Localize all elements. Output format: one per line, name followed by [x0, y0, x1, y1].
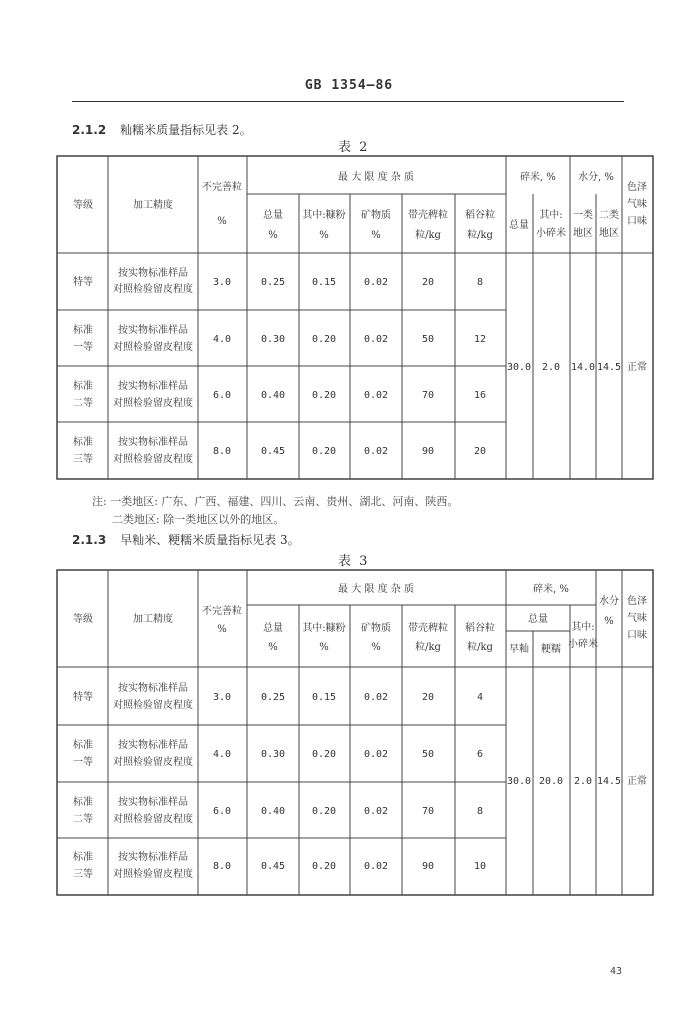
- row-3-process: 按实物标准样品: [118, 381, 188, 392]
- header-imperfect: 不完善粒: [202, 182, 242, 193]
- row-4-grade-2: 三等: [73, 454, 93, 465]
- row-4-grade: 标准: [73, 852, 93, 863]
- row-1-process-2: 对照检验留皮程度: [113, 284, 193, 295]
- row-3-bran: 0.20: [311, 390, 337, 401]
- row-3-grade: 标准: [73, 381, 93, 392]
- header-moisture-2: 二类: [599, 210, 619, 221]
- row-4-bran: 0.20: [311, 446, 337, 457]
- row-4-grade-2: 三等: [73, 869, 93, 880]
- header-broken-small-2: 小碎米: [536, 228, 566, 239]
- header-smell: 气味: [627, 199, 647, 210]
- table-2: [57, 156, 653, 479]
- header-broken-small: 其中:: [571, 622, 595, 633]
- row-3-imperfect: 6.0: [212, 390, 232, 401]
- header-mineral-unit: %: [371, 642, 381, 653]
- section-number: 2.1.3: [72, 533, 107, 547]
- row-4-total: 0.45: [260, 446, 286, 457]
- row-3-total: 0.40: [260, 390, 286, 401]
- table-3: [57, 570, 653, 895]
- header-husk: 带壳稗粒: [408, 623, 448, 634]
- row-1-paddy: 4: [476, 692, 484, 703]
- row-3-mineral: 0.02: [363, 390, 389, 401]
- header-paddy-unit: 粒/kg: [467, 230, 493, 241]
- header-color: 色泽: [627, 596, 647, 607]
- header-early: 早籼: [509, 644, 529, 655]
- header-moisture-1: 一类: [573, 210, 593, 221]
- row-4-husk: 90: [421, 861, 435, 872]
- header-imperfect-unit: %: [217, 216, 227, 227]
- header-processing: 加工精度: [133, 614, 173, 625]
- table-2-note-2: 二类地区: 除一类地区以外的地区。: [112, 513, 285, 526]
- row-1-grade: 特等: [73, 692, 93, 703]
- row-3-grade-2: 二等: [73, 814, 93, 825]
- shared-early: 30.0: [506, 776, 532, 787]
- row-3-paddy: 8: [476, 806, 484, 817]
- row-4-imperfect: 8.0: [212, 446, 232, 457]
- header-husk: 带壳稗粒: [408, 210, 448, 221]
- page-number: 43: [609, 966, 622, 977]
- row-4-process: 按实物标准样品: [118, 852, 188, 863]
- header-bran-unit: %: [319, 230, 329, 241]
- row-2-process: 按实物标准样品: [118, 325, 188, 336]
- row-1-total: 0.25: [260, 692, 286, 703]
- row-4-total: 0.45: [260, 861, 286, 872]
- table-2-title: 表 2: [338, 140, 370, 155]
- row-2-mineral: 0.02: [363, 749, 389, 760]
- table-3-title: 表 3: [338, 554, 370, 569]
- row-2-process: 按实物标准样品: [118, 740, 188, 751]
- header-husk-unit: 粒/kg: [415, 230, 441, 241]
- row-2-total: 0.30: [260, 334, 286, 345]
- shared-color: 正常: [627, 776, 647, 787]
- row-2-imperfect: 4.0: [212, 749, 232, 760]
- section-number: 2.1.2: [72, 123, 107, 137]
- row-4-grade: 标准: [73, 437, 93, 448]
- shared-broken-total: 30.0: [506, 362, 532, 373]
- row-3-paddy: 16: [473, 390, 487, 401]
- row-1-paddy: 8: [476, 277, 484, 288]
- row-3-grade: 标准: [73, 797, 93, 808]
- row-1-process: 按实物标准样品: [118, 268, 188, 279]
- section-text: 早籼米、粳糯米质量指标见表 3。: [120, 533, 300, 547]
- row-4-mineral: 0.02: [363, 861, 389, 872]
- row-1-imperfect: 3.0: [212, 692, 232, 703]
- header-bran-unit: %: [319, 642, 329, 653]
- header-impurity: 最 大 限 度 杂 质: [338, 584, 414, 595]
- row-3-mineral: 0.02: [363, 806, 389, 817]
- header-broken-total: 总量: [509, 220, 529, 231]
- shared-moisture-1: 14.0: [570, 362, 596, 373]
- shared-moisture: 14.5: [596, 776, 622, 787]
- header-taste: 口味: [627, 216, 647, 227]
- row-3-grade-2: 二等: [73, 398, 93, 409]
- header-smell: 气味: [627, 613, 647, 624]
- row-2-grade-2: 一等: [73, 342, 93, 353]
- row-2-bran: 0.20: [311, 334, 337, 345]
- header-mineral-unit: %: [371, 230, 381, 241]
- row-1-process-2: 对照检验留皮程度: [113, 700, 193, 711]
- header-moisture-1b: 地区: [573, 228, 593, 239]
- row-4-paddy: 20: [473, 446, 487, 457]
- header-processing: 加工精度: [133, 200, 173, 211]
- row-4-process-2: 对照检验留皮程度: [113, 454, 193, 465]
- row-1-mineral: 0.02: [363, 692, 389, 703]
- row-2-grade-2: 一等: [73, 757, 93, 768]
- row-1-husk: 20: [421, 692, 435, 703]
- row-2-bran: 0.20: [311, 749, 337, 760]
- header-broken: 碎米, %: [533, 584, 569, 595]
- shared-color: 正常: [627, 362, 647, 373]
- row-2-imperfect: 4.0: [212, 334, 232, 345]
- row-3-process-2: 对照检验留皮程度: [113, 398, 193, 409]
- standard-header: GB 1354—86: [304, 78, 394, 93]
- header-color: 色泽: [627, 182, 647, 193]
- row-1-bran: 0.15: [311, 692, 337, 703]
- header-japonica: 粳糯: [541, 644, 561, 655]
- header-imperfect-unit: %: [217, 624, 227, 635]
- row-2-grade: 标准: [73, 325, 93, 336]
- row-1-process: 按实物标准样品: [118, 683, 188, 694]
- header-bran: 其中:糠粉: [302, 210, 346, 221]
- header-moisture: 水分: [599, 596, 619, 607]
- row-2-husk: 50: [421, 749, 435, 760]
- header-total-unit: %: [268, 642, 278, 653]
- section-text: 籼糯米质量指标见表 2。: [120, 123, 252, 137]
- row-4-process-2: 对照检验留皮程度: [113, 869, 193, 880]
- header-total-unit: %: [268, 230, 278, 241]
- header-total: 总量: [263, 210, 283, 221]
- shared-moisture-2: 14.5: [596, 362, 622, 373]
- row-4-bran: 0.20: [311, 861, 337, 872]
- row-2-paddy: 6: [476, 749, 484, 760]
- row-1-imperfect: 3.0: [212, 277, 232, 288]
- header-taste: 口味: [627, 630, 647, 641]
- row-2-husk: 50: [421, 334, 435, 345]
- row-3-process: 按实物标准样品: [118, 797, 188, 808]
- header-broken-small-2: 小碎米: [568, 639, 598, 650]
- header-husk-unit: 粒/kg: [415, 642, 441, 653]
- row-4-husk: 90: [421, 446, 435, 457]
- row-2-process-2: 对照检验留皮程度: [113, 757, 193, 768]
- header-grade: 等级: [73, 200, 93, 211]
- header-mineral: 矿物质: [361, 623, 391, 634]
- row-3-imperfect: 6.0: [212, 806, 232, 817]
- header-moisture-unit: %: [604, 616, 614, 627]
- row-3-process-2: 对照检验留皮程度: [113, 814, 193, 825]
- row-1-grade: 特等: [73, 277, 93, 288]
- header-total: 总量: [263, 623, 283, 634]
- header-moisture: 水分, %: [578, 172, 614, 183]
- header-broken: 碎米, %: [520, 172, 556, 183]
- row-4-mineral: 0.02: [363, 446, 389, 457]
- row-1-husk: 20: [421, 277, 435, 288]
- shared-broken-small: 2.0: [573, 776, 593, 787]
- header-paddy: 稻谷粒: [465, 210, 495, 221]
- row-3-husk: 70: [421, 390, 435, 401]
- row-3-bran: 0.20: [311, 806, 337, 817]
- shared-japonica: 20.0: [538, 776, 564, 787]
- row-1-mineral: 0.02: [363, 277, 389, 288]
- header-grade: 等级: [73, 614, 93, 625]
- row-2-paddy: 12: [473, 334, 487, 345]
- table-2-note-1: 注: 一类地区: 广东、广西、福建、四川、云南、贵州、湖北、河南、陕西。: [92, 495, 459, 508]
- header-impurity: 最 大 限 度 杂 质: [338, 172, 414, 183]
- row-4-process: 按实物标准样品: [118, 437, 188, 448]
- header-paddy-unit: 粒/kg: [467, 642, 493, 653]
- row-2-total: 0.30: [260, 749, 286, 760]
- header-broken-total: 总量: [528, 614, 548, 625]
- row-3-husk: 70: [421, 806, 435, 817]
- header-mineral: 矿物质: [361, 210, 391, 221]
- row-4-paddy: 10: [473, 861, 487, 872]
- row-2-mineral: 0.02: [363, 334, 389, 345]
- row-3-total: 0.40: [260, 806, 286, 817]
- row-1-bran: 0.15: [311, 277, 337, 288]
- shared-broken-small: 2.0: [541, 362, 561, 373]
- header-broken-small: 其中:: [539, 210, 563, 221]
- row-4-imperfect: 8.0: [212, 861, 232, 872]
- header-bran: 其中:糠粉: [302, 623, 346, 634]
- row-2-process-2: 对照检验留皮程度: [113, 342, 193, 353]
- header-moisture-2b: 地区: [599, 228, 619, 239]
- header-paddy: 稻谷粒: [465, 623, 495, 634]
- row-1-total: 0.25: [260, 277, 286, 288]
- header-imperfect: 不完善粒: [202, 606, 242, 617]
- row-2-grade: 标准: [73, 740, 93, 751]
